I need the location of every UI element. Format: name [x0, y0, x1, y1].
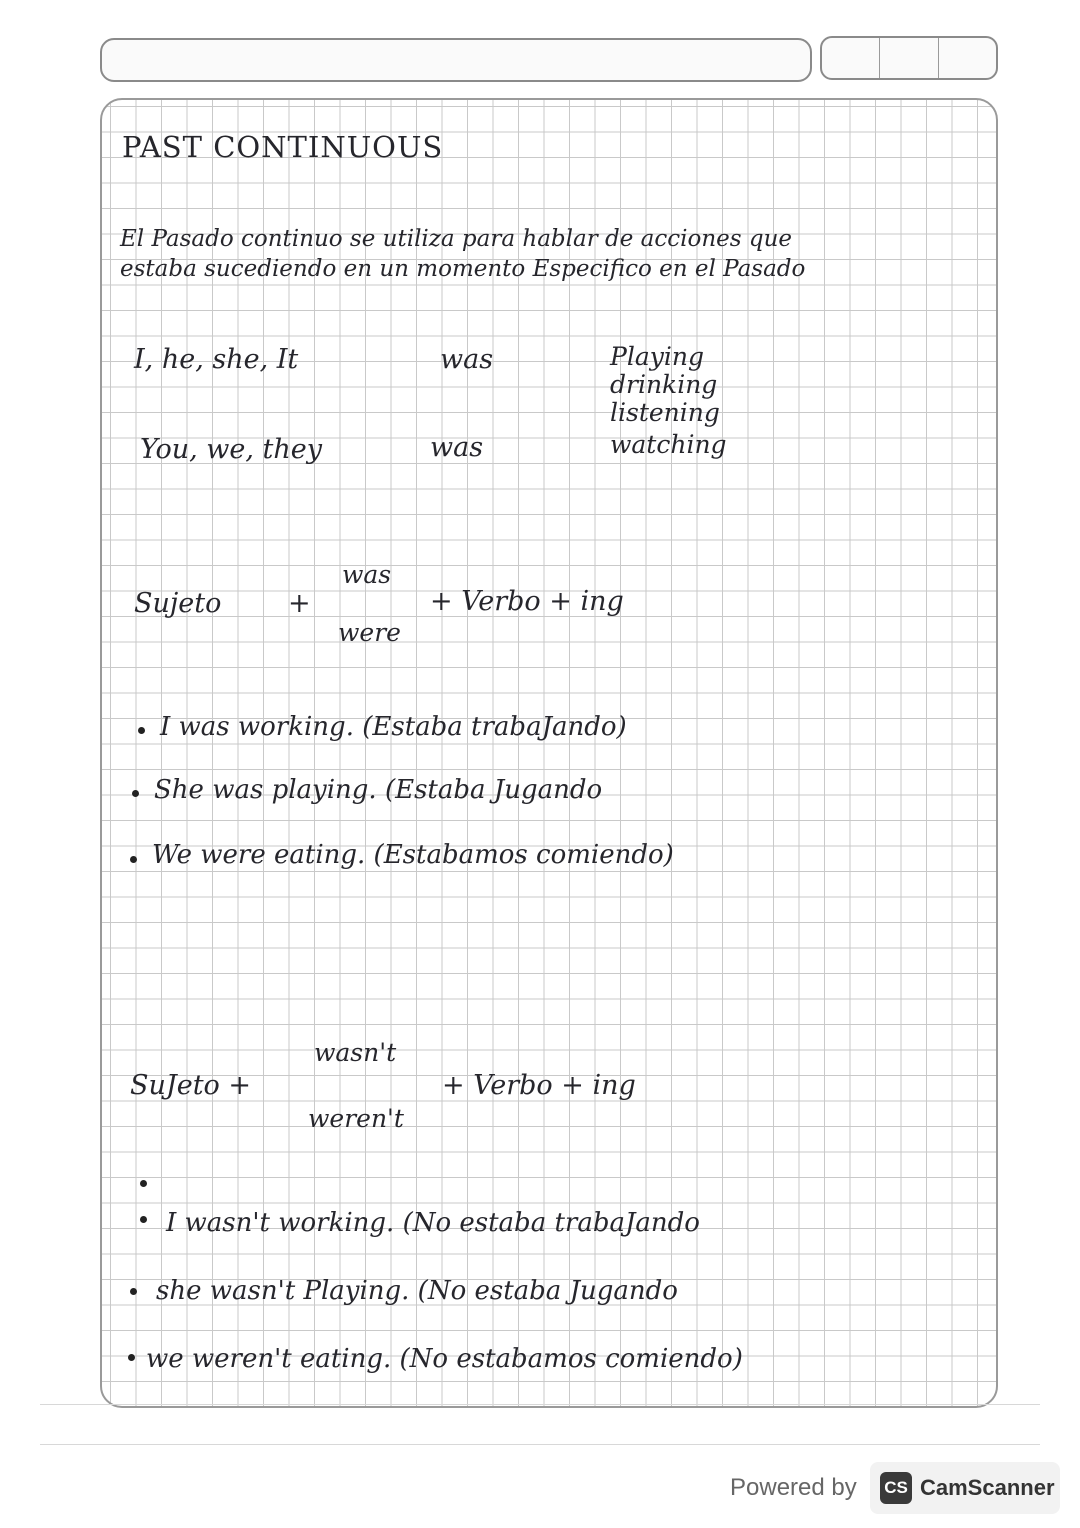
- notebook-date-boxes: [820, 36, 998, 80]
- camscanner-badge: [870, 1462, 1060, 1514]
- bullet-dot: [138, 727, 145, 734]
- affirmative-aux-were: were: [338, 618, 401, 647]
- date-box-year: [939, 38, 996, 78]
- bullet-dot: [130, 856, 137, 863]
- bullet-dot: [140, 1180, 147, 1187]
- bullet-dot: [132, 790, 139, 797]
- negative-example-3: we weren't eating. (No estabamos comiendo): [146, 1344, 743, 1374]
- negative-subject: SuJeto +: [130, 1070, 251, 1101]
- aux-plural: was: [430, 432, 484, 463]
- negative-example-1: I wasn't working. (No estaba trabaJando: [166, 1208, 700, 1238]
- pronouns-singular: I, he, she, It: [134, 344, 299, 375]
- affirmative-subject: Sujeto: [134, 588, 222, 619]
- affirmative-example-1: I was working. (Estaba trabaJando): [160, 712, 627, 742]
- bullet-dot: [140, 1216, 147, 1223]
- negative-rest: + Verbo + ing: [442, 1070, 636, 1101]
- bullet-dot: [130, 1288, 137, 1295]
- date-box-month: [880, 38, 938, 78]
- intro-line-1: El Pasado continuo se utiliza para hablar de acciones que: [120, 226, 793, 252]
- powered-by-text: Powered by: [730, 1474, 857, 1501]
- affirmative-rest: + Verbo + ing: [430, 586, 624, 617]
- page-title: PAST CONTINUOUS: [122, 130, 444, 164]
- camscanner-brand-name: CamScanner: [920, 1475, 1055, 1500]
- bullet-dot: [128, 1354, 135, 1361]
- camscanner-logo-icon: CS: [880, 1472, 912, 1504]
- affirmative-aux-was: was: [342, 560, 392, 589]
- negative-aux-wasnt: wasn't: [314, 1038, 397, 1067]
- page-bottom-shadow: [40, 1404, 1040, 1405]
- verb-example-4: watching: [610, 430, 727, 459]
- affirmative-example-2: She was playing. (Estaba Jugando: [154, 775, 603, 805]
- notebook-header-bar: [100, 38, 812, 82]
- affirmative-plus: +: [288, 588, 311, 619]
- pronouns-plural: You, we, they: [140, 434, 323, 465]
- page-edge-shadow: [40, 1444, 1040, 1445]
- negative-aux-werent: weren't: [308, 1104, 404, 1133]
- affirmative-example-3: We were eating. (Estabamos comiendo): [152, 840, 674, 870]
- date-box-day: [822, 38, 880, 78]
- aux-singular: was: [440, 344, 494, 375]
- verb-example-2: drinking: [610, 370, 718, 399]
- intro-line-2: estaba sucediendo en un momento Especifico en el Pasado: [120, 256, 806, 282]
- verb-example-1: Playing: [610, 342, 704, 371]
- negative-example-2: she wasn't Playing. (No estaba Jugando: [156, 1276, 678, 1306]
- verb-example-3: listening: [610, 398, 720, 427]
